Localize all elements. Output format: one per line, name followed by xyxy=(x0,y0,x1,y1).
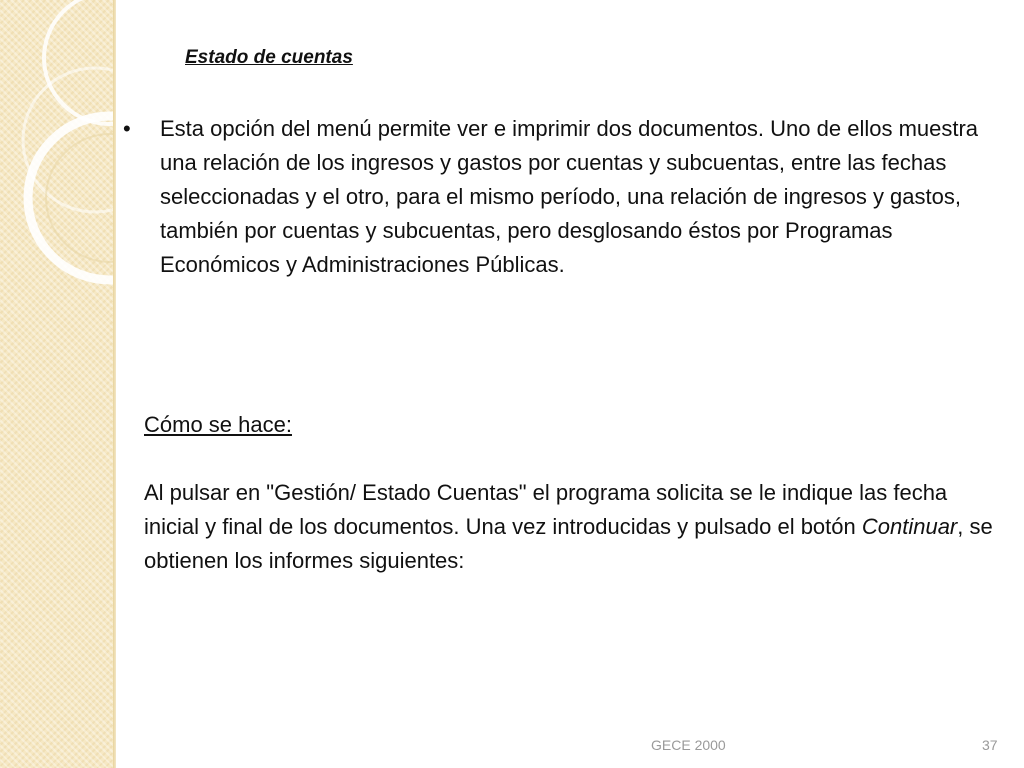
sidebar-edge xyxy=(113,0,116,768)
bullet-marker: • xyxy=(123,116,131,141)
decorative-sidebar xyxy=(0,0,113,768)
slide-title: Estado de cuentas xyxy=(185,47,353,68)
footer-label: GECE 2000 xyxy=(651,737,726,753)
continue-button-name: Continuar xyxy=(861,514,958,539)
how-to-text-before: Al pulsar en "Gestión/ Estado Cuentas" el programa solicita se le indique las fecha inicial y final de los documentos. Una vez introducidas y pulsado el botón xyxy=(144,480,948,539)
how-to-heading: Cómo se hace: xyxy=(144,412,292,437)
how-to-text-after: , se obtienen los informes siguientes: xyxy=(144,514,993,573)
sidebar-ring-decoration xyxy=(0,0,113,768)
how-to-paragraph xyxy=(144,476,1004,578)
bullet-paragraph: Esta opción del menú permite ver e imprimir dos documentos. Uno de ellos muestra una relación de los ingresos y gastos por cuentas y subcuentas, entre las fechas seleccionadas y el otro, para el mismo período, una relación de ingresos y gastos, también por cuentas y subcuentas, pero desglosando éstos por Programas Económicos y Administraciones Públicas. xyxy=(160,116,979,277)
page-number: 37 xyxy=(982,737,998,753)
